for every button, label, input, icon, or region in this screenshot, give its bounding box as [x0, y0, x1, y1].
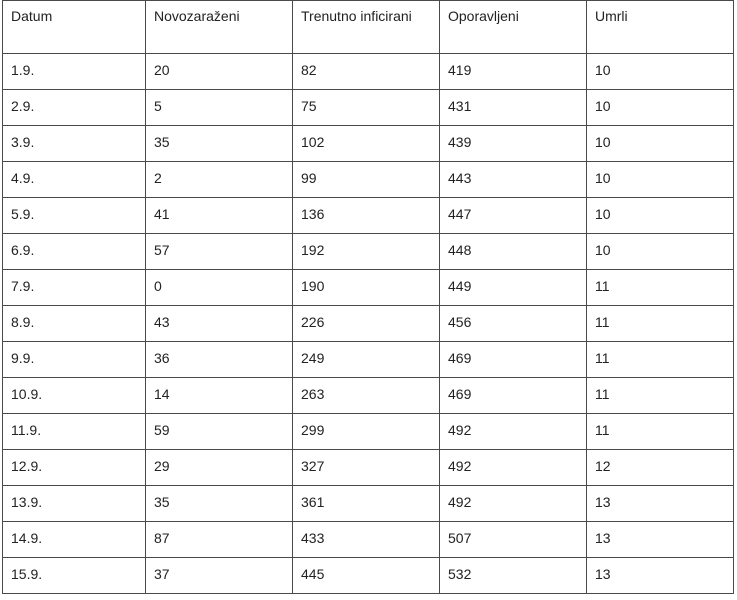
table-row [3, 198, 734, 234]
cell-umrli: 10 [587, 198, 734, 234]
header-row [3, 1, 734, 54]
table-row [3, 414, 734, 450]
cell-umrli: 11 [587, 270, 734, 306]
cell-novozarazeni: 37 [146, 558, 293, 594]
cell-trenutno-inficirani: 190 [293, 270, 440, 306]
cell-umrli: 11 [587, 378, 734, 414]
cell-oporavljeni: 431 [440, 90, 587, 126]
cell-oporavljeni: 469 [440, 342, 587, 378]
table-row [3, 54, 734, 90]
table-row [3, 126, 734, 162]
cell-trenutno-inficirani: 249 [293, 342, 440, 378]
cell-datum: 9.9. [3, 342, 146, 378]
cell-datum: 12.9. [3, 450, 146, 486]
cell-oporavljeni: 419 [440, 54, 587, 90]
cell-trenutno-inficirani: 445 [293, 558, 440, 594]
cell-trenutno-inficirani: 192 [293, 234, 440, 270]
table-row [3, 486, 734, 522]
cell-oporavljeni: 443 [440, 162, 587, 198]
cell-umrli: 11 [587, 414, 734, 450]
cell-trenutno-inficirani: 136 [293, 198, 440, 234]
header-oporavljeni: Oporavljeni [440, 1, 587, 54]
cell-trenutno-inficirani: 361 [293, 486, 440, 522]
cell-novozarazeni: 59 [146, 414, 293, 450]
cell-trenutno-inficirani: 75 [293, 90, 440, 126]
cell-trenutno-inficirani: 82 [293, 54, 440, 90]
cell-oporavljeni: 448 [440, 234, 587, 270]
cell-datum: 14.9. [3, 522, 146, 558]
cell-umrli: 11 [587, 306, 734, 342]
cell-novozarazeni: 20 [146, 54, 293, 90]
cell-datum: 7.9. [3, 270, 146, 306]
table-row [3, 234, 734, 270]
header-datum: Datum [3, 1, 146, 54]
cell-umrli: 13 [587, 522, 734, 558]
cell-umrli: 10 [587, 90, 734, 126]
cell-novozarazeni: 43 [146, 306, 293, 342]
cell-datum: 8.9. [3, 306, 146, 342]
cell-oporavljeni: 456 [440, 306, 587, 342]
cell-trenutno-inficirani: 433 [293, 522, 440, 558]
cell-datum: 6.9. [3, 234, 146, 270]
cell-novozarazeni: 57 [146, 234, 293, 270]
cell-datum: 10.9. [3, 378, 146, 414]
table-row [3, 162, 734, 198]
cell-novozarazeni: 87 [146, 522, 293, 558]
cell-umrli: 10 [587, 126, 734, 162]
table-row [3, 90, 734, 126]
cell-novozarazeni: 0 [146, 270, 293, 306]
cell-oporavljeni: 492 [440, 486, 587, 522]
cell-trenutno-inficirani: 327 [293, 450, 440, 486]
cell-datum: 5.9. [3, 198, 146, 234]
cell-trenutno-inficirani: 99 [293, 162, 440, 198]
table-row [3, 558, 734, 594]
cell-oporavljeni: 449 [440, 270, 587, 306]
cell-datum: 13.9. [3, 486, 146, 522]
header-trenutno-inficirani: Trenutno inficirani [293, 1, 440, 54]
table-row [3, 450, 734, 486]
cell-datum: 1.9. [3, 54, 146, 90]
cell-novozarazeni: 14 [146, 378, 293, 414]
cell-oporavljeni: 532 [440, 558, 587, 594]
cell-datum: 4.9. [3, 162, 146, 198]
table-header [3, 1, 734, 54]
cell-trenutno-inficirani: 102 [293, 126, 440, 162]
cell-trenutno-inficirani: 226 [293, 306, 440, 342]
cell-umrli: 12 [587, 450, 734, 486]
table-row [3, 378, 734, 414]
cell-umrli: 10 [587, 54, 734, 90]
cell-oporavljeni: 507 [440, 522, 587, 558]
cell-umrli: 11 [587, 342, 734, 378]
cell-umrli: 10 [587, 162, 734, 198]
cell-oporavljeni: 492 [440, 414, 587, 450]
cell-novozarazeni: 35 [146, 486, 293, 522]
cell-novozarazeni: 35 [146, 126, 293, 162]
cell-oporavljeni: 439 [440, 126, 587, 162]
cell-oporavljeni: 492 [440, 450, 587, 486]
cell-umrli: 13 [587, 558, 734, 594]
header-novozarazeni: Novozaraženi [146, 1, 293, 54]
cell-oporavljeni: 469 [440, 378, 587, 414]
cell-novozarazeni: 2 [146, 162, 293, 198]
covid-stats-table [2, 0, 734, 594]
cell-novozarazeni: 29 [146, 450, 293, 486]
cell-datum: 11.9. [3, 414, 146, 450]
cell-umrli: 13 [587, 486, 734, 522]
cell-oporavljeni: 447 [440, 198, 587, 234]
cell-novozarazeni: 36 [146, 342, 293, 378]
cell-trenutno-inficirani: 263 [293, 378, 440, 414]
cell-datum: 3.9. [3, 126, 146, 162]
table-row [3, 342, 734, 378]
cell-novozarazeni: 5 [146, 90, 293, 126]
cell-trenutno-inficirani: 299 [293, 414, 440, 450]
table-row [3, 522, 734, 558]
table-row [3, 306, 734, 342]
cell-datum: 15.9. [3, 558, 146, 594]
table-row [3, 270, 734, 306]
cell-umrli: 10 [587, 234, 734, 270]
cell-datum: 2.9. [3, 90, 146, 126]
cell-novozarazeni: 41 [146, 198, 293, 234]
table-body [3, 54, 734, 594]
header-umrli: Umrli [587, 1, 734, 54]
